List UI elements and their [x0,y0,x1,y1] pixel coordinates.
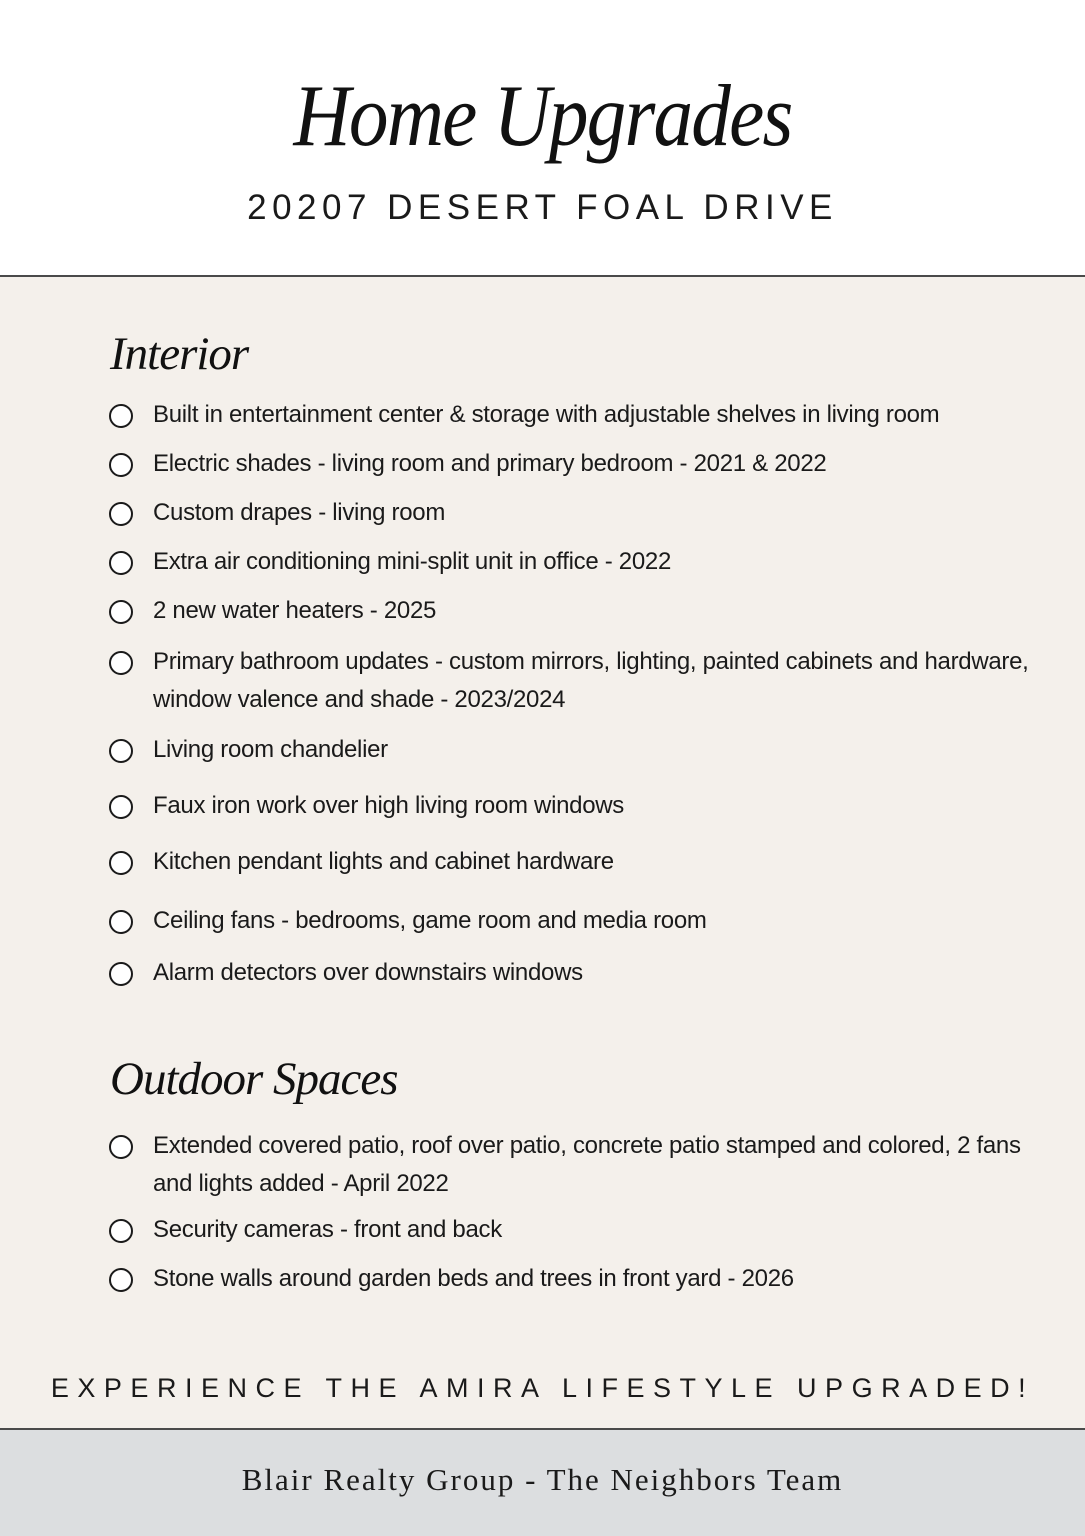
list-item-text: Extra air conditioning mini-split unit in office - 2022 [153,548,671,575]
list-item-text: Built in entertainment center & storage with adjustable shelves in living room [153,401,940,428]
list-item-text: 2 new water heaters - 2025 [153,597,437,624]
checkbox-circle-icon [109,795,133,819]
list-item-text: Stone walls around garden beds and trees in front yard - 2026 [153,1265,794,1292]
checkbox-circle-icon [109,962,133,986]
checkbox-circle-icon [109,1268,133,1292]
list-item-text: Custom drapes - living room [153,499,446,526]
checkbox-circle-icon [109,551,133,575]
checkbox-circle-icon [109,651,133,675]
page-title: Home Upgrades [293,68,792,165]
list-item-text: Alarm detectors over downstairs windows [153,959,583,986]
section-title-interior: Interior [110,328,249,380]
checkbox-circle-icon [109,739,133,763]
list-item-text: Faux iron work over high living room windows [153,792,624,819]
list-item-text: Security cameras - front and back [153,1216,502,1243]
section-title-outdoor-spaces: Outdoor Spaces [110,1053,398,1105]
property-address: 20207 DESERT FOAL DRIVE [247,188,838,227]
checkbox-circle-icon [109,453,133,477]
list-item-text: Ceiling fans - bedrooms, game room and media room [153,907,707,934]
checkbox-circle-icon [109,404,133,428]
checkbox-circle-icon [109,1219,133,1243]
list-item-text: Extended covered patio, roof over patio, concrete patio stamped and colored, 2 fans and lights added - April 2022 [153,1132,1021,1197]
checkbox-circle-icon [109,910,133,934]
header [0,0,1085,275]
list-item-text: Living room chandelier [153,736,388,763]
tagline: EXPERIENCE THE AMIRA LIFESTYLE UPGRADED! [50,1373,1035,1403]
checkbox-circle-icon [109,600,133,624]
checkbox-circle-icon [109,851,133,875]
list-item-text: Primary bathroom updates - custom mirrors, lighting, painted cabinets and hardware, window valence and shade - 2023/2024 [153,648,1029,713]
checkbox-circle-icon [109,502,133,526]
list-item-text: Kitchen pendant lights and cabinet hardware [153,848,614,875]
footer-brokerage: Blair Realty Group - The Neighbors Team [241,1462,844,1497]
list-item-text: Electric shades - living room and primary bedroom - 2021 & 2022 [153,450,827,477]
checkbox-circle-icon [109,1135,133,1159]
